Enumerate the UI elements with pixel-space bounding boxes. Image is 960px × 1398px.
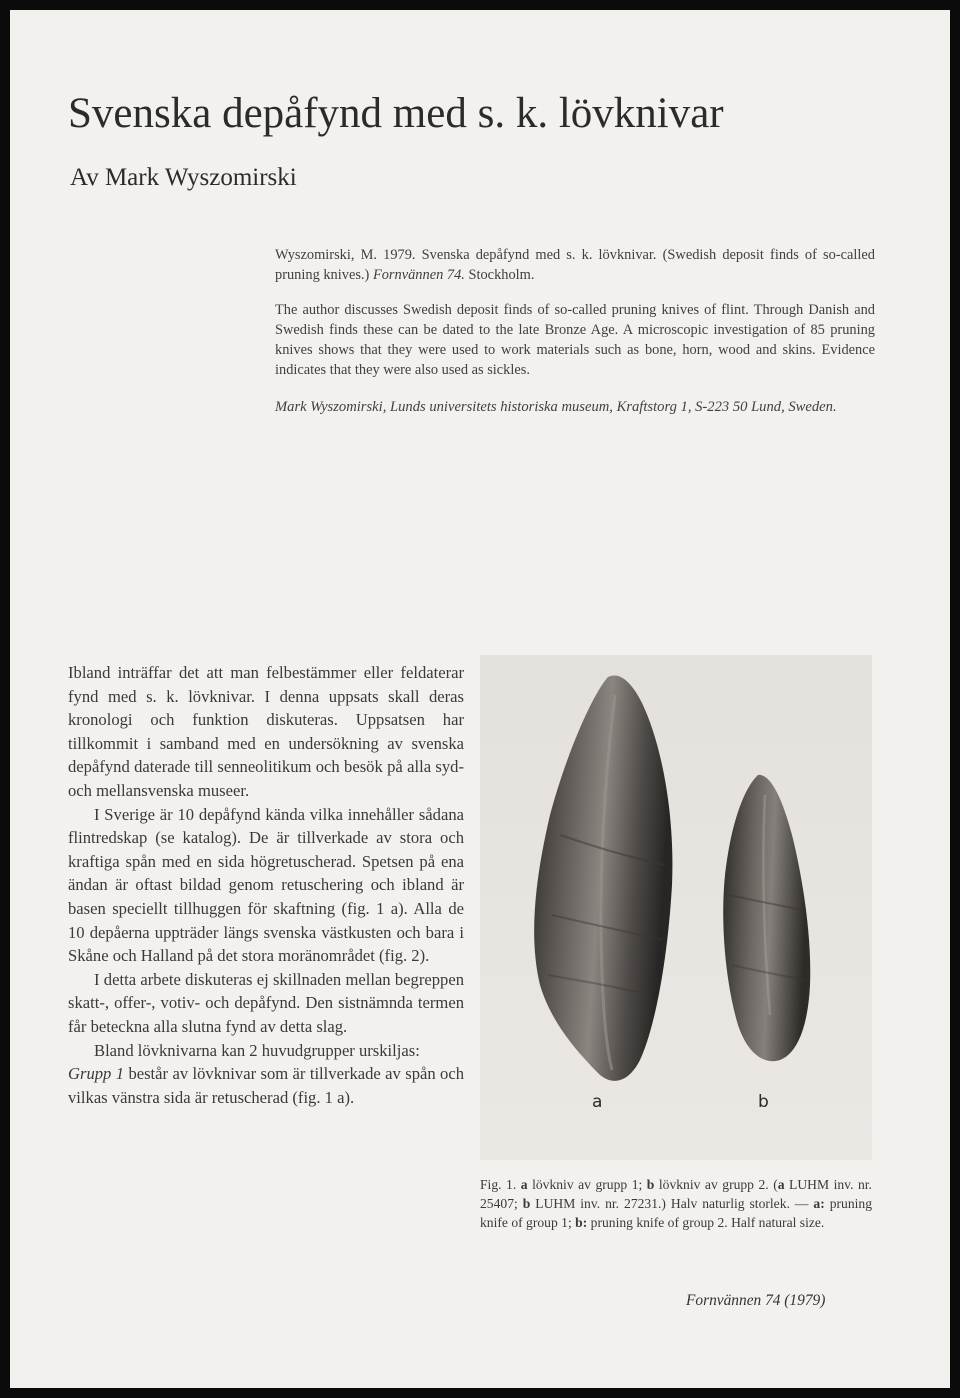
caption-text: LUHM inv. nr. 25407; <box>480 1177 872 1211</box>
reference-part-a: Wyszomirski, M. 1979. Svenska depåfynd med s. k. lövknivar. (Swedish deposit finds of so-called pruning knives.) <box>275 247 875 283</box>
body-paragraph-2: I Sverige är 10 depåfynd kända vilka innehåller sådana flintredskap (se katalog). De är tillverkade av stora och kraftiga spån med en sida högretuscherad. Spetsen på ena ändan är oftast bildad genom retuschering och ibland är basen speciellt tillhuggen för skaftning (fig. 1 a). Alla de 10 depåerna uppträder längs svenska västkusten och bara i Skåne och Halland på det stora moränområdet (fig. 2). <box>68 804 464 966</box>
body-paragraph-4: Bland lövknivarna kan 2 huvudgrupper urskiljas: <box>94 1040 420 1060</box>
figure-label-a: a <box>592 1092 603 1112</box>
caption-text: pruning knife of group 1; <box>480 1196 873 1230</box>
caption-text: lövkniv av grupp 1; <box>532 1177 643 1192</box>
caption-text: lövkniv av grupp 2. ( <box>658 1177 778 1192</box>
caption-text: LUHM inv. nr. 27231.) Halv naturlig storlek. — <box>535 1196 809 1211</box>
body-paragraph-3: I detta arbete diskuteras ej skillnaden mellan begreppen skatt-, offer-, votiv- och depåfynd. Den sistnämnda termen får beteckna alla slutna fynd av detta slag. <box>68 969 464 1036</box>
caption-fig-number: Fig. 1. <box>480 1177 517 1192</box>
author-line: Av Mark Wyszomirski <box>70 164 297 191</box>
body-paragraph-1: Ibland inträffar det att man felbestämmer eller feldaterar fynd med s. k. lövknivar. I denna uppsats skall deras kronologi och funktion diskuteras. Uppsatsen har tillkommit i samband med en undersökning av svenska depåfynd daterade till senneolitikum och besök på alla syd- och mellansvenska museer. <box>68 663 464 800</box>
article-title: Svenska depåfynd med s. k. lövknivar <box>68 90 724 137</box>
caption-letter: b: <box>575 1215 588 1230</box>
figure-photo <box>480 655 872 1160</box>
group-text: består av lövknivar som är tillverkade av spån och vilkas vänstra sida är retuscherad (fig. 1 a). <box>68 1064 465 1107</box>
figure-1 <box>480 655 872 1160</box>
caption-text: pruning knife of group 2. Half natural size. <box>590 1215 825 1230</box>
abstract-summary: The author discusses Swedish deposit finds of so-called pruning knives of flint. Through Danish and Swedish finds these can be dated to the late Bronze Age. A microscopic investigation of 85 pruning knives shows that they were used to work materials such as bone, horn, wood and skins. Evidence indicates that they were also used as sickles. <box>275 302 875 378</box>
caption-letter: b <box>522 1196 531 1211</box>
body-text <box>68 661 464 1109</box>
article-page <box>10 10 950 1388</box>
reference-part-b: Stockholm. <box>468 267 535 283</box>
reference-journal: Fornvännen 74. <box>372 267 465 283</box>
caption-letter: b <box>646 1177 655 1192</box>
author-address: Mark Wyszomirski, Lunds universitets historiska museum, Kraftstorg 1, S-223 50 Lund, Sweden. <box>275 399 837 415</box>
caption-letter: a: <box>813 1196 825 1211</box>
caption-letter: a <box>777 1177 785 1192</box>
bibliographic-reference <box>275 245 875 285</box>
figure-label-b: b <box>758 1092 769 1112</box>
caption-letter: a <box>520 1177 528 1192</box>
figure-caption <box>480 1175 872 1232</box>
journal-citation: Fornvännen 74 (1979) <box>686 1292 826 1309</box>
body-paragraph-5 <box>68 1062 464 1109</box>
group-label: Grupp 1 <box>68 1064 125 1084</box>
abstract-block <box>275 245 875 418</box>
